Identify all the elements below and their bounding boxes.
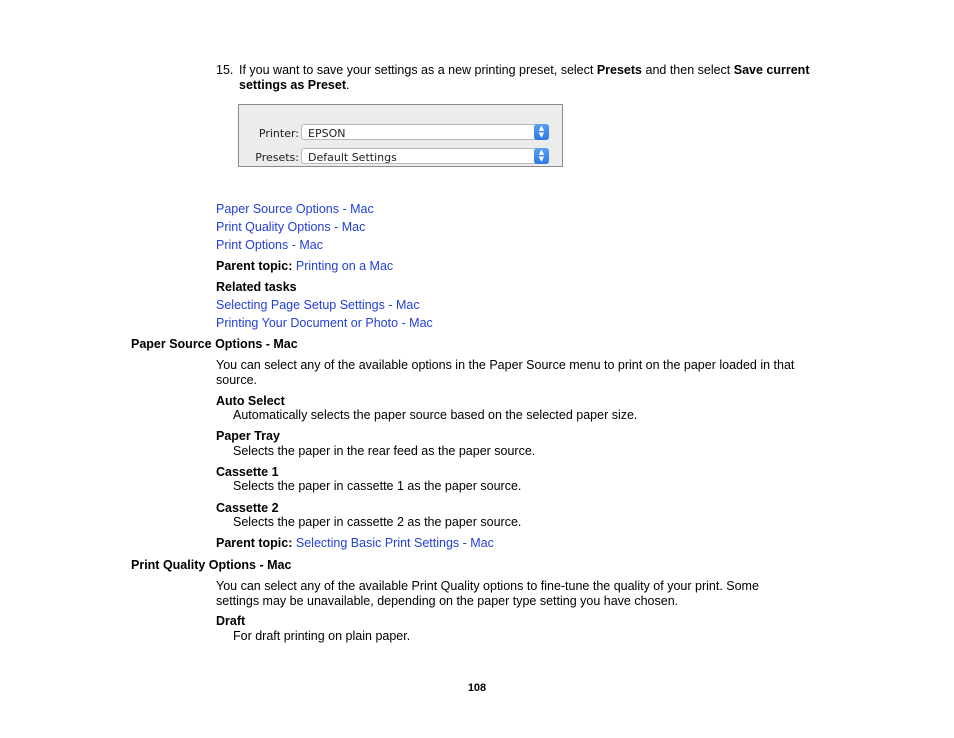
option-desc: For draft printing on plain paper. — [233, 629, 411, 643]
presets-popup[interactable] — [301, 148, 549, 164]
paper-source-intro: You can select any of the available options in the Paper Source menu to print on the paper loaded in that source. — [216, 358, 795, 387]
option-term: Auto Select — [216, 394, 285, 408]
step-text-part: If you want to save your settings as a new printing preset, select — [239, 63, 597, 77]
print-dialog-screenshot — [238, 104, 563, 167]
related-tasks-heading: Related tasks — [216, 280, 297, 294]
parent-topic — [216, 259, 393, 274]
step-text-part: and then select — [642, 63, 734, 77]
link-printing-document-photo[interactable]: Printing Your Document or Photo - Mac — [216, 316, 433, 330]
parent-topic — [216, 536, 494, 551]
link-basic-print-settings[interactable]: Selecting Basic Print Settings - Mac — [295, 536, 494, 550]
option-desc: Automatically selects the paper source based on the selected paper size. — [233, 408, 638, 422]
option-desc: Selects the paper in the rear feed as the paper source. — [233, 444, 536, 458]
step-text-part: . — [346, 78, 350, 92]
print-quality-heading: Print Quality Options - Mac — [131, 558, 292, 572]
step-bold-save: Save current settings as Preset — [239, 63, 810, 92]
stepper-icon: ▲ ▼ — [534, 124, 549, 140]
stepper-icon: ▲ ▼ — [534, 148, 549, 164]
printer-value: EPSON — [308, 127, 346, 140]
printer-popup[interactable] — [301, 124, 549, 140]
parent-topic-label: Parent topic: — [216, 536, 293, 550]
step-text — [239, 63, 839, 93]
printer-row — [239, 124, 562, 142]
presets-label: Presets: — [255, 151, 299, 164]
step-number: 15. — [216, 63, 234, 77]
page-number: 108 — [467, 682, 487, 694]
link-page-setup-settings[interactable]: Selecting Page Setup Settings - Mac — [216, 298, 420, 312]
link-print-options[interactable]: Print Options - Mac — [216, 238, 323, 252]
presets-row — [239, 148, 562, 166]
option-desc: Selects the paper in cassette 1 as the paper source. — [233, 479, 522, 493]
option-term: Paper Tray — [216, 429, 280, 443]
link-paper-source-options[interactable]: Paper Source Options - Mac — [216, 202, 374, 216]
option-desc: Selects the paper in cassette 2 as the paper source. — [233, 515, 522, 529]
parent-topic-label: Parent topic: — [216, 259, 293, 273]
link-print-quality-options[interactable]: Print Quality Options - Mac — [216, 220, 366, 234]
link-printing-on-mac[interactable]: Printing on a Mac — [295, 259, 394, 273]
print-quality-intro: You can select any of the available Print Quality options to fine-tune the quality of your print. Some settings may be unavailable, depending on the paper type setting you have chosen. — [216, 579, 759, 608]
option-term: Cassette 1 — [216, 465, 279, 479]
presets-value: Default Settings — [308, 151, 397, 164]
option-term: Draft — [216, 614, 246, 628]
option-term: Cassette 2 — [216, 501, 279, 515]
printer-label: Printer: — [258, 127, 299, 140]
step-bold-presets: Presets — [596, 63, 643, 77]
paper-source-heading: Paper Source Options - Mac — [131, 337, 298, 351]
